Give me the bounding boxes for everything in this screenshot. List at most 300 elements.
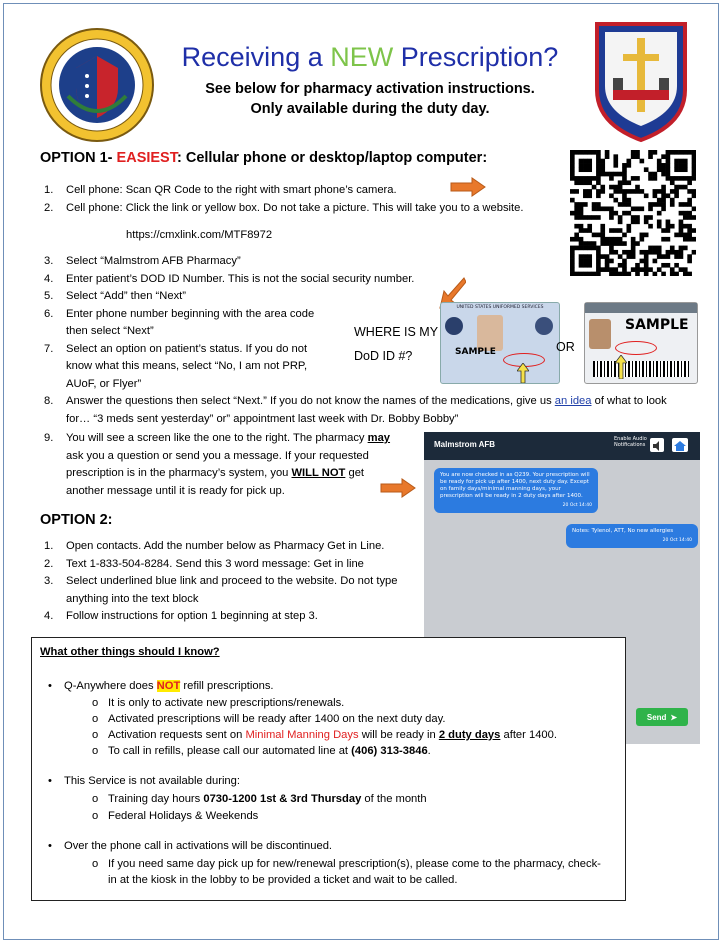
activation-link[interactable]: https://cmxlink.com/MTF8972 (126, 229, 273, 241)
qr-module (574, 189, 579, 194)
qr-module (679, 185, 684, 190)
qr-module (609, 206, 614, 211)
qr-module (679, 254, 684, 259)
qr-module (587, 163, 592, 168)
list-item: 2. Cell phone: Click the link or yellow box. Do not take a picture. This will take you to a website. (44, 201, 524, 214)
qr-module (587, 150, 592, 155)
list-item: 9. You will see a screen like the one to the right. The pharmacy may ask you a question or send you a message. If your requested prescription is in the pharmacy’s system, you WILL NOT get another message until it is ready for pick up. (44, 432, 391, 497)
qr-module (579, 263, 584, 268)
qr-module (579, 246, 584, 251)
qr-module (613, 237, 618, 242)
dod-id-card-sample-1: UNITED STATES UNIFORMED SERVICES SAMPLE (440, 302, 560, 384)
qr-module (661, 228, 666, 233)
qr-module (570, 176, 575, 181)
qr-module (692, 189, 696, 194)
list-item: 7. Select an option on patient’s status. If you do not know what this means, select “No, I am not PRP, AUoF, or Flyer” (44, 342, 308, 390)
qr-module (687, 211, 692, 216)
qr-module (622, 193, 627, 198)
qr-module (631, 241, 636, 246)
qr-module (683, 185, 688, 190)
qr-module (631, 215, 636, 220)
faq-sub-7: o If you need same day pick up for new/renewal prescription(s), please come to the pharmacy, check-in at the kiosk in the lobby to be provided a ticket and wait to be called. (92, 858, 601, 886)
qr-module (579, 272, 584, 276)
qr-module (596, 176, 601, 181)
qr-module (574, 246, 579, 251)
qr-module (631, 150, 636, 155)
qr-module (570, 150, 575, 155)
qr-module (648, 150, 653, 155)
qr-module (587, 180, 592, 185)
qr-module (596, 233, 601, 238)
qr-module (670, 150, 675, 155)
qr-module (583, 202, 588, 207)
qr-module (666, 150, 671, 155)
qr-module (609, 241, 614, 246)
qr-module (648, 246, 653, 251)
outgoing-message: Notes: Tylenol, ATT, No new allergies 20 Oct 14:40 (566, 524, 698, 548)
qr-module (596, 154, 601, 159)
qr-module (609, 259, 614, 264)
qr-module (692, 215, 696, 220)
qr-module (687, 237, 692, 242)
qr-module (679, 228, 684, 233)
qr-module (679, 224, 684, 229)
faq-sub-2: o Activated prescriptions will be ready after 1400 on the next duty day. (92, 713, 446, 725)
qr-module (670, 224, 675, 229)
qr-module (653, 259, 658, 264)
qr-module (596, 189, 601, 194)
qr-module (600, 237, 605, 242)
qr-module (687, 189, 692, 194)
qr-module (596, 206, 601, 211)
qr-module (579, 241, 584, 246)
qr-module (674, 167, 679, 172)
qr-module (613, 228, 618, 233)
qr-module (618, 241, 623, 246)
qr-module (683, 176, 688, 181)
qr-module (648, 224, 653, 229)
qr-module (661, 263, 666, 268)
qr-module (618, 237, 623, 242)
qr-module (679, 211, 684, 216)
qr-module (683, 211, 688, 216)
qr-module (687, 254, 692, 259)
defense-health-agency-seal (38, 26, 156, 144)
qr-module (661, 206, 666, 211)
qr-module (600, 224, 605, 229)
qr-module (592, 206, 597, 211)
qr-module (596, 180, 601, 185)
qr-module (626, 211, 631, 216)
qr-module (635, 215, 640, 220)
qr-module (670, 198, 675, 203)
qr-module (622, 241, 627, 246)
qr-module (587, 272, 592, 276)
qr-module (683, 159, 688, 164)
qr-module (653, 189, 658, 194)
qr-module (622, 259, 627, 264)
qr-module (661, 193, 666, 198)
list-item: 4. Enter patient’s DOD ID Number. This is not the social security number. (44, 272, 415, 285)
qr-module (687, 198, 692, 203)
qr-module (570, 272, 575, 276)
qr-module (640, 237, 645, 242)
qr-module (618, 220, 623, 225)
qr-module (640, 250, 645, 255)
faq-bullet-2: • This Service is not available during: (48, 775, 240, 787)
qr-module (674, 272, 679, 276)
qr-module (609, 176, 614, 181)
page-subtitle (150, 79, 590, 119)
qr-module (596, 215, 601, 220)
qr-module (653, 246, 658, 251)
qr-module (635, 189, 640, 194)
qr-module (661, 167, 666, 172)
list-item: 6. Enter phone number beginning with the area code then select “Next” (44, 307, 315, 337)
qr-module (574, 211, 579, 216)
qr-module (600, 254, 605, 259)
qr-module (622, 272, 627, 276)
qr-module (683, 163, 688, 168)
qr-module (692, 193, 696, 198)
qr-module (687, 202, 692, 207)
qr-module (692, 206, 696, 211)
qr-module (609, 193, 614, 198)
qr-module (626, 198, 631, 203)
qr-module (574, 215, 579, 220)
qr-module (592, 246, 597, 251)
qr-module (674, 185, 679, 190)
qr-module (609, 237, 614, 242)
qr-module (605, 150, 610, 155)
qr-module (618, 172, 623, 177)
incoming-message: You are now checked in as Q239. Your prescription will be ready for pick up after 1400, next duty day. Except on family days/minimal manning days, your prescription will be ready in 2 duty days after 1400. 20 Oct 14:40 (434, 468, 598, 513)
qr-module (613, 154, 618, 159)
qr-module (653, 193, 658, 198)
qr-module (587, 176, 592, 181)
qr-module (609, 228, 614, 233)
send-button[interactable]: Send ➤ (636, 708, 688, 726)
qr-module (640, 206, 645, 211)
qr-module (583, 193, 588, 198)
qr-module (644, 193, 649, 198)
qr-module (613, 163, 618, 168)
faq-bullet-3: • Over the phone call in activations will be discontinued. (48, 840, 333, 852)
qr-module (605, 172, 610, 177)
qr-module (626, 189, 631, 194)
qr-module (579, 159, 584, 164)
qr-module (613, 159, 618, 164)
qr-module (579, 180, 584, 185)
qr-module (674, 163, 679, 168)
qr-module (670, 180, 675, 185)
subtitle-line-1: See below for pharmacy activation instructions. (205, 81, 535, 97)
qr-module (600, 163, 605, 168)
qr-module (583, 167, 588, 172)
qr-module (692, 163, 696, 168)
qr-module (692, 250, 696, 255)
qr-module (666, 237, 671, 242)
qr-module (679, 202, 684, 207)
qr-module (583, 180, 588, 185)
qr-module (587, 159, 592, 164)
qr-module (648, 202, 653, 207)
phone-header-bar (424, 432, 700, 460)
list-item: 1. Open contacts. Add the number below as Pharmacy Get in Line. (44, 540, 385, 552)
qr-module (687, 272, 692, 276)
qr-module (579, 202, 584, 207)
qr-module (622, 267, 627, 272)
qr-module (618, 254, 623, 259)
qr-module (600, 228, 605, 233)
qr-module (600, 172, 605, 177)
qr-module (635, 176, 640, 181)
list-item: 3. Select “Malmstrom AFB Pharmacy” (44, 255, 241, 267)
qr-module (596, 159, 601, 164)
qr-module (687, 150, 692, 155)
qr-module (648, 172, 653, 177)
qr-module (583, 272, 588, 276)
qr-module (579, 237, 584, 242)
or-label: OR (556, 340, 575, 354)
qr-module (587, 241, 592, 246)
qr-module (600, 185, 605, 190)
qr-module (583, 263, 588, 268)
qr-module (635, 154, 640, 159)
qr-module (570, 254, 575, 259)
qr-module (666, 193, 671, 198)
qr-module (570, 163, 575, 168)
qr-module (653, 176, 658, 181)
qr-module (657, 198, 662, 203)
qr-module (579, 211, 584, 216)
qr-module (657, 224, 662, 229)
qr-module (618, 185, 623, 190)
qr-module (596, 267, 601, 272)
qr-module (683, 233, 688, 238)
qr-module (670, 246, 675, 251)
qr-module (596, 254, 601, 259)
qr-module (579, 254, 584, 259)
qr-module (687, 176, 692, 181)
dod-id-question: WHERE IS MY DoD ID #? (354, 325, 439, 363)
qr-module (596, 150, 601, 155)
qr-module (574, 206, 579, 211)
qr-module (648, 206, 653, 211)
qr-module (666, 220, 671, 225)
qr-module (683, 246, 688, 251)
qr-module (570, 259, 575, 264)
qr-module (587, 259, 592, 264)
qr-module (574, 202, 579, 207)
qr-module (574, 237, 579, 242)
an-idea-link[interactable]: an idea (554, 395, 592, 407)
qr-module (661, 198, 666, 203)
option2-steps (44, 538, 404, 626)
qr-module (657, 163, 662, 168)
qr-module (596, 193, 601, 198)
qr-module (687, 228, 692, 233)
option1-steps-1-2 (44, 182, 574, 217)
qr-module (683, 272, 688, 276)
qr-module (687, 215, 692, 220)
qr-module (657, 220, 662, 225)
qr-module (587, 263, 592, 268)
qr-module (596, 272, 601, 276)
qr-module (626, 163, 631, 168)
qr-module (592, 272, 597, 276)
qr-module (596, 167, 601, 172)
qr-module (670, 189, 675, 194)
qr-module (679, 159, 684, 164)
phone-title: Malmstrom AFB (434, 440, 496, 449)
qr-module (626, 254, 631, 259)
qr-module (635, 150, 640, 155)
qr-module (579, 167, 584, 172)
qr-module (644, 167, 649, 172)
qr-module (692, 172, 696, 177)
qr-module (609, 185, 614, 190)
qr-module (670, 202, 675, 207)
qr-module (583, 254, 588, 259)
qr-module (618, 202, 623, 207)
qr-module (666, 263, 671, 268)
qr-module (674, 193, 679, 198)
qr-module (626, 272, 631, 276)
qr-module (613, 172, 618, 177)
list-item: 3. Select underlined blue link and proceed to the website. Do not type anything into the text block (44, 575, 398, 605)
list-item: 4. Follow instructions for option 1 beginning at step 3. (44, 610, 318, 622)
qr-module (587, 246, 592, 251)
qr-module (657, 189, 662, 194)
qr-module (631, 154, 636, 159)
qr-module (661, 202, 666, 207)
qr-module (631, 220, 636, 225)
qr-module (666, 228, 671, 233)
qr-code[interactable] (570, 150, 696, 276)
qr-module (618, 189, 623, 194)
qr-module (618, 228, 623, 233)
qr-module (600, 233, 605, 238)
home-icon[interactable] (672, 438, 688, 452)
qr-module (579, 228, 584, 233)
faq-sub-1: o It is only to activate new prescriptions/renewals. (92, 697, 345, 709)
qr-module (635, 220, 640, 225)
qr-module (670, 176, 675, 181)
faq-sub-3: o Activation requests sent on Minimal Manning Days will be ready in 2 duty days after 1400. (92, 729, 557, 741)
qr-module (635, 185, 640, 190)
qr-module (596, 263, 601, 268)
qr-module (657, 246, 662, 251)
dod-id-card-sample-2: SAMPLE (584, 302, 698, 384)
qr-module (587, 254, 592, 259)
qr-module (587, 228, 592, 233)
qr-module (631, 176, 636, 181)
qr-module (622, 176, 627, 181)
qr-module (596, 163, 601, 168)
speaker-icon[interactable] (650, 438, 664, 452)
qr-module (622, 172, 627, 177)
qr-module (635, 272, 640, 276)
qr-module (605, 254, 610, 259)
audio-notifications-label: Enable Audio Notifications (614, 436, 647, 448)
qr-module (574, 224, 579, 229)
qr-module (657, 267, 662, 272)
qr-module (683, 150, 688, 155)
qr-module (674, 176, 679, 181)
qr-module (666, 224, 671, 229)
qr-module (674, 159, 679, 164)
qr-module (687, 180, 692, 185)
qr-module (657, 202, 662, 207)
qr-module (626, 159, 631, 164)
qr-module (574, 150, 579, 155)
qr-module (640, 189, 645, 194)
qr-module (574, 180, 579, 185)
qr-module (622, 250, 627, 255)
qr-module (644, 259, 649, 264)
option1-step-8 (44, 393, 692, 428)
qr-module (631, 246, 636, 251)
qr-module (683, 237, 688, 242)
qr-module (592, 202, 597, 207)
qr-module (648, 250, 653, 255)
qr-module (583, 176, 588, 181)
qr-module (622, 180, 627, 185)
qr-module (692, 154, 696, 159)
qr-module (692, 176, 696, 181)
qr-module (653, 172, 658, 177)
qr-module (579, 163, 584, 168)
qr-module (587, 189, 592, 194)
qr-module (640, 233, 645, 238)
qr-module (570, 250, 575, 255)
qr-module (666, 254, 671, 259)
qr-module (679, 167, 684, 172)
qr-module (666, 154, 671, 159)
qr-module (587, 224, 592, 229)
qr-module (661, 163, 666, 168)
qr-module (570, 237, 575, 242)
qr-module (570, 159, 575, 164)
qr-module (644, 250, 649, 255)
qr-module (613, 198, 618, 203)
qr-module (679, 246, 684, 251)
qr-module (587, 167, 592, 172)
qr-module (653, 202, 658, 207)
qr-module (692, 228, 696, 233)
qr-module (644, 215, 649, 220)
qr-module (640, 159, 645, 164)
qr-module (605, 237, 610, 242)
qr-module (674, 254, 679, 259)
qr-module (674, 263, 679, 268)
qr-module (605, 241, 610, 246)
qr-module (666, 176, 671, 181)
qr-module (648, 154, 653, 159)
qr-module (679, 163, 684, 168)
qr-module (605, 267, 610, 272)
qr-module (670, 272, 675, 276)
qr-module (653, 272, 658, 276)
qr-module (592, 241, 597, 246)
341st-medical-group-shield (591, 20, 691, 144)
qr-module (692, 167, 696, 172)
qr-module (574, 233, 579, 238)
list-item: 8. Answer the questions then select “Next.” If you do not know the names of the medications, give us an idea of what to look for… “3 meds sent yesterday” or” appointment last week with Dr. Bobby Bobby” (44, 395, 667, 425)
qr-module (622, 189, 627, 194)
qr-module (657, 254, 662, 259)
